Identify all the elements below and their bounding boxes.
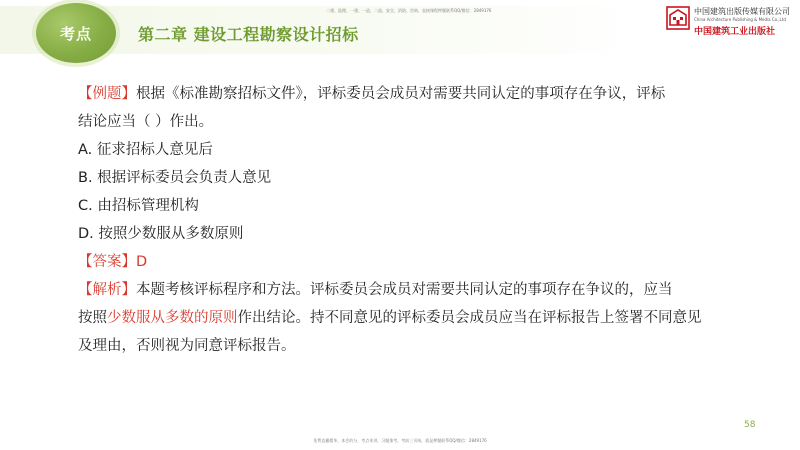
- topic-badge: [36, 3, 116, 63]
- chapter-title: 第二章 建设工程勘察设计招标: [138, 25, 359, 44]
- analysis-text-2-prefix: 按照: [78, 310, 107, 326]
- analysis-tag: 【解析】: [78, 282, 136, 298]
- analysis-text-2-suffix: 作出结论。持不同意见的评标委员会成员应当在评标报告上签署不同意见: [237, 310, 702, 326]
- publisher-name-cn: 中国建筑出版传媒有限公司: [694, 7, 790, 16]
- answer-tag: 【答案】: [78, 254, 136, 270]
- question-line-2: 结论应当（ ）作出。: [78, 114, 214, 130]
- answer-line: [78, 248, 762, 276]
- slide-content: [78, 80, 762, 360]
- question-line-1: [78, 80, 762, 108]
- option-d: D. 按照少数服从多数原则: [78, 226, 244, 242]
- page-number: 58: [744, 420, 756, 430]
- analysis-text-1: 本题考核评标程序和方法。评标委员会成员对需要共同认定的事项存在争议的，应当: [136, 282, 673, 298]
- header: [0, 0, 800, 62]
- option-a: A. 征求招标人意见后: [78, 142, 213, 158]
- publisher-calligraphy: 中国建筑工业出版社: [694, 27, 776, 37]
- example-tag: 【例题】: [78, 86, 136, 102]
- option-c: C. 由招标管理机构: [78, 198, 199, 214]
- publisher-name-en: China Architecture Publishing & Media Co.,Ltd: [694, 17, 786, 22]
- analysis-line-3: 及理由，否则视为同意评标报告。: [78, 338, 296, 354]
- analysis-line-2: [78, 304, 762, 332]
- option-b: B. 根据评标委员会负责人意见: [78, 170, 272, 186]
- analysis-emphasis: 少数服从多数的原则: [107, 310, 238, 326]
- options-list: [78, 136, 762, 248]
- publisher-logo: [666, 4, 796, 44]
- top-watermark-note: 二建、监理、一建、一造、二造、安全、消防、咨询，直接课程押题联系QQ/微信：2849176: [326, 8, 492, 13]
- question-text-1: 根据《标准勘察招标文件》，评标委员会成员对需要共同认定的事项存在争议，评标: [136, 86, 666, 102]
- topic-badge-label: 考点: [59, 24, 92, 43]
- answer-value: D: [136, 254, 148, 270]
- analysis-line-1: [78, 276, 762, 304]
- building-logo-icon: [666, 6, 690, 30]
- footer-watermark-note: 免费直播精华，本会约分，考点来讲，习题推考，考前三页纸，就是押题联系QQ/微信：2849176: [313, 438, 487, 443]
